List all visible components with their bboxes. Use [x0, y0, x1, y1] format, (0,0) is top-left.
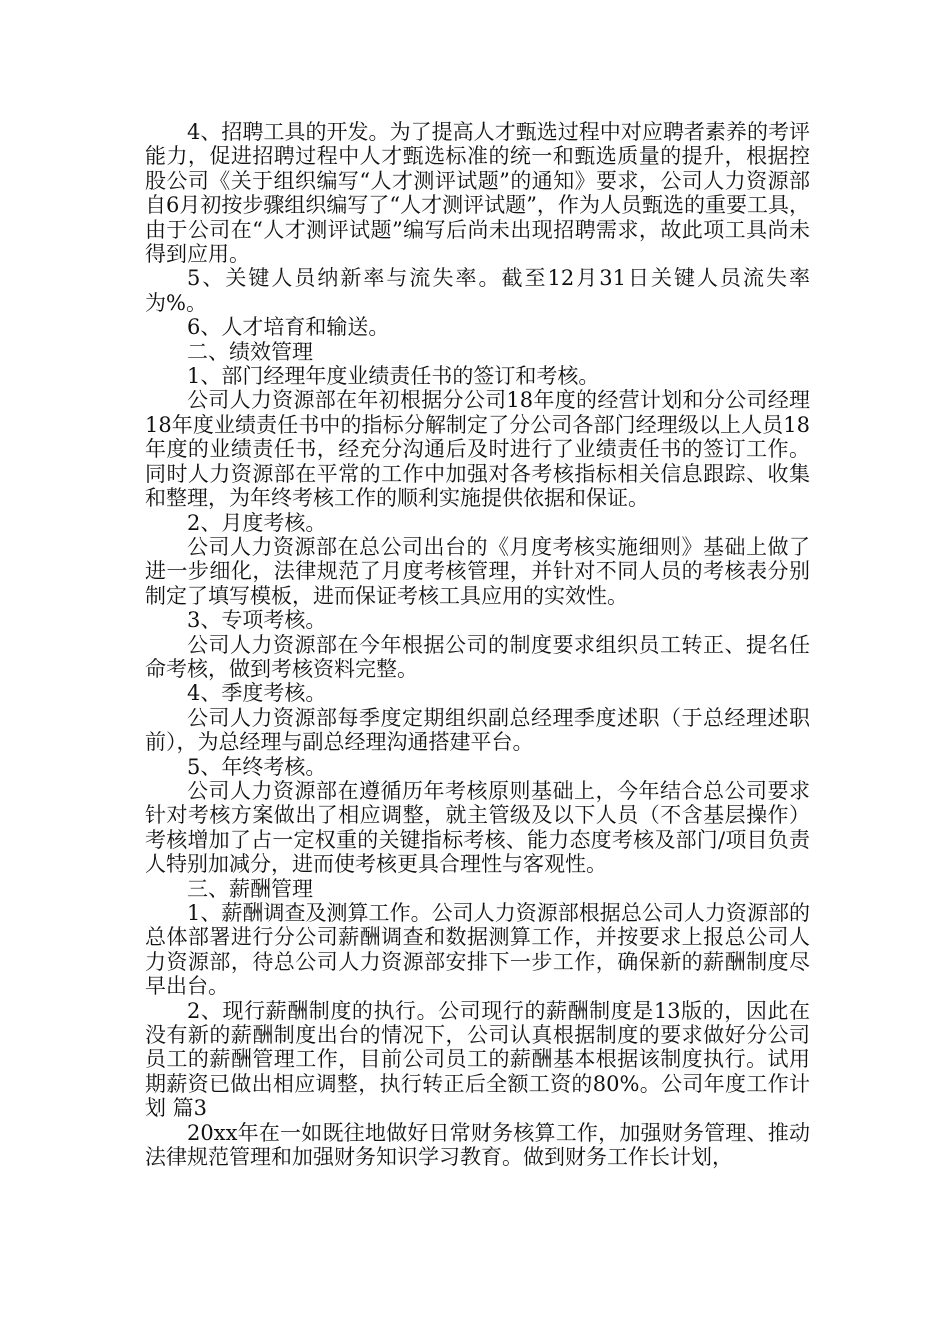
paragraph: 20xx年在一如既往地做好日常财务核算工作，加强财务管理、推动法律规范管理和加强财务知识学习教育。做到财务工作长计划，: [145, 1120, 810, 1170]
paragraph: 5、年终考核。: [187, 754, 327, 779]
paragraph: 3、专项考核。: [187, 608, 327, 633]
paragraph: 1、薪酬调查及测算工作。公司人力资源部根据总公司人力资源部的总体部署进行分公司薪酬调查和数据测算工作，并按要求上报总公司人力资源部，待总公司人力资源部安排下一步工作，确保新的薪酬制度尽早出台。: [145, 901, 810, 999]
paragraph: 公司人力资源部在年初根据分公司18年度的经营计划和分公司经理18年度业绩责任书中的指标分解制定了分公司各部门经理级以上人员18年度的业绩责任书，经充分沟通后及时进行了业绩责任书的签订工作。同时人力资源部在平常的工作中加强对各考核指标相关信息跟踪、收集和整理，为年终考核工作的顺利实施提供依据和保证。: [145, 388, 810, 511]
paragraph: 2、月度考核。: [187, 510, 327, 535]
paragraph: 公司人力资源部在总公司出台的《月度考核实施细则》基础上做了进一步细化，法律规范了月度考核管理，并针对不同人员的考核表分别制定了填写模板，进而保证考核工具应用的实效性。: [145, 534, 810, 608]
paragraph: 4、季度考核。: [187, 681, 327, 706]
paragraph: 公司人力资源部每季度定期组织副总经理季度述职（于总经理述职前），为总经理与副总经理沟通搭建平台。: [145, 705, 810, 755]
paragraph: 1、部门经理年度业绩责任书的签订和考核。: [187, 364, 600, 389]
paragraph: 4、招聘工具的开发。为了提高人才甄选过程中对应聘者素养的考评能力，促进招聘过程中人才甄选标准的统一和甄选质量的提升，根据控股公司《关于组织编写“人才测评试题”的通知》要求，公司人力资源部自6月初按步骤组织编写了“人才测评试题”，作为人员甄选的重要工具，由于公司在“人才测评试题”编写后尚未出现招聘需求，故此项工具尚未得到应用。: [145, 120, 810, 267]
document-body: [145, 120, 810, 1169]
section-heading: 二、绩效管理: [187, 339, 313, 364]
section-heading: 三、薪酬管理: [187, 876, 313, 901]
paragraph: 2、现行薪酬制度的执行。公司现行的薪酬制度是13版的，因此在没有新的薪酬制度出台的情况下，公司认真根据制度的要求做好分公司员工的薪酬管理工作，目前公司员工的薪酬基本根据该制度执行。试用期薪资已做出相应调整，执行转正后全额工资的80%。公司年度工作计划 篇3: [145, 998, 810, 1121]
paragraph: 5、关键人员纳新率与流失率。截至12月31日关键人员流失率为%。: [145, 266, 810, 315]
paragraph: 公司人力资源部在遵循历年考核原则基础上，今年结合总公司要求针对考核方案做出了相应调整，就主管级及以下人员（不含基层操作）考核增加了占一定权重的关键指标考核、能力态度考核及部门/项目负责人特别加减分，进而使考核更具合理性与客观性。: [145, 778, 810, 877]
paragraph: 6、人才培育和输送。: [187, 315, 390, 340]
paragraph: 公司人力资源部在今年根据公司的制度要求组织员工转正、提名任命考核，做到考核资料完整。: [145, 632, 810, 681]
